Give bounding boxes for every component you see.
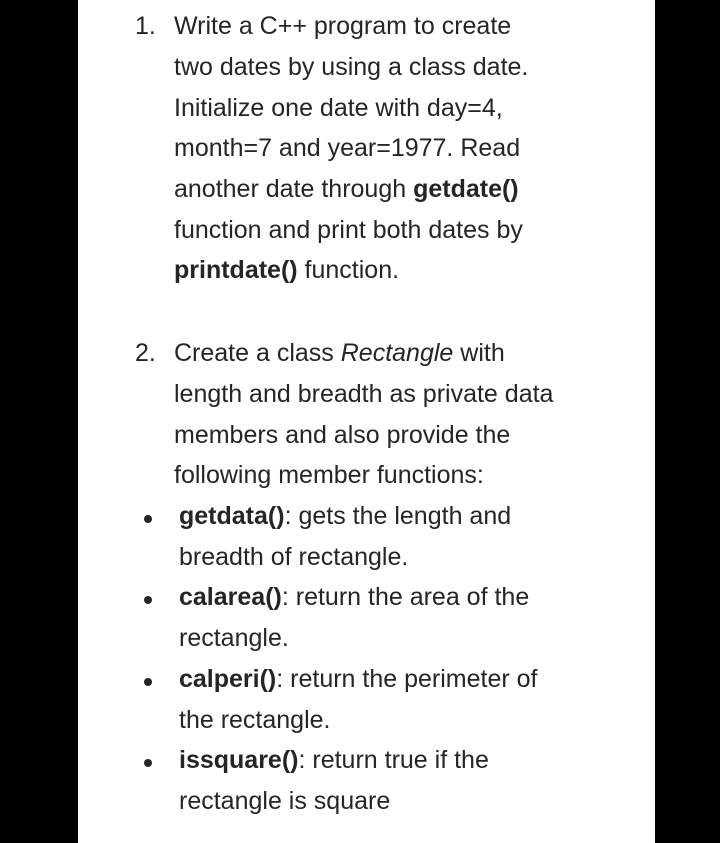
- bullet-issquare-line-1: [179, 746, 489, 775]
- item-2-line-4: following member functions:: [174, 461, 484, 489]
- bullet-issquare-line-2: rectangle is square: [179, 787, 391, 815]
- calperi-function-name: calperi(): [179, 665, 277, 693]
- issquare-function-name: issquare(): [179, 746, 299, 774]
- calarea-function-name: calarea(): [179, 583, 282, 611]
- item-1-line-3: Initialize one date with day=4,: [174, 94, 503, 122]
- item-1-line-5: [174, 175, 519, 204]
- item-1-number: 1.: [135, 12, 156, 40]
- getdate-function-name: getdate(): [413, 175, 519, 203]
- bullet-icon: [144, 596, 152, 604]
- bullet-calarea-line-2: rectangle.: [179, 624, 289, 652]
- item-1-line-7: [174, 256, 399, 285]
- item-1-line-4: month=7 and year=1977. Read: [174, 134, 521, 162]
- bullet-getdata-line-2: breadth of rectangle.: [179, 543, 409, 571]
- item-2-number: 2.: [135, 339, 156, 367]
- bullet-calperi-line-2: the rectangle.: [179, 706, 331, 734]
- printdate-function-name: printdate(): [174, 256, 298, 284]
- item-1-line-7-text: function.: [297, 256, 400, 284]
- bullet-issquare-text: : return true if the: [298, 746, 489, 774]
- item-2-line-1: [174, 339, 505, 368]
- bullet-icon: [144, 759, 152, 767]
- bullet-icon: [144, 515, 152, 523]
- getdata-function-name: getdata(): [179, 502, 285, 530]
- item-1-line-5-text: another date through: [174, 175, 414, 203]
- item-2-line-3: members and also provide the: [174, 421, 511, 449]
- bullet-getdata-text: : gets the length and: [284, 502, 512, 530]
- bullet-calarea-text: : return the area of the: [281, 583, 530, 611]
- item-1-line-1: Write a C++ program to create: [174, 12, 512, 40]
- rectangle-class-name: Rectangle: [340, 339, 454, 367]
- bullet-icon: [144, 678, 152, 686]
- item-1-line-2: two dates by using a class date.: [174, 53, 529, 81]
- bullet-getdata-line-1: [179, 502, 511, 531]
- item-1-line-6: function and print both dates by: [174, 216, 523, 244]
- bullet-calperi-text: : return the perimeter of: [276, 665, 538, 693]
- item-2-line-2: length and breadth as private data: [174, 380, 554, 408]
- bullet-calperi-line-1: [179, 665, 538, 694]
- item-2-line-1-text: Create a class: [174, 339, 341, 367]
- item-2-line-1-tail: with: [453, 339, 505, 367]
- document-page: [78, 0, 655, 843]
- bullet-calarea-line-1: [179, 583, 529, 612]
